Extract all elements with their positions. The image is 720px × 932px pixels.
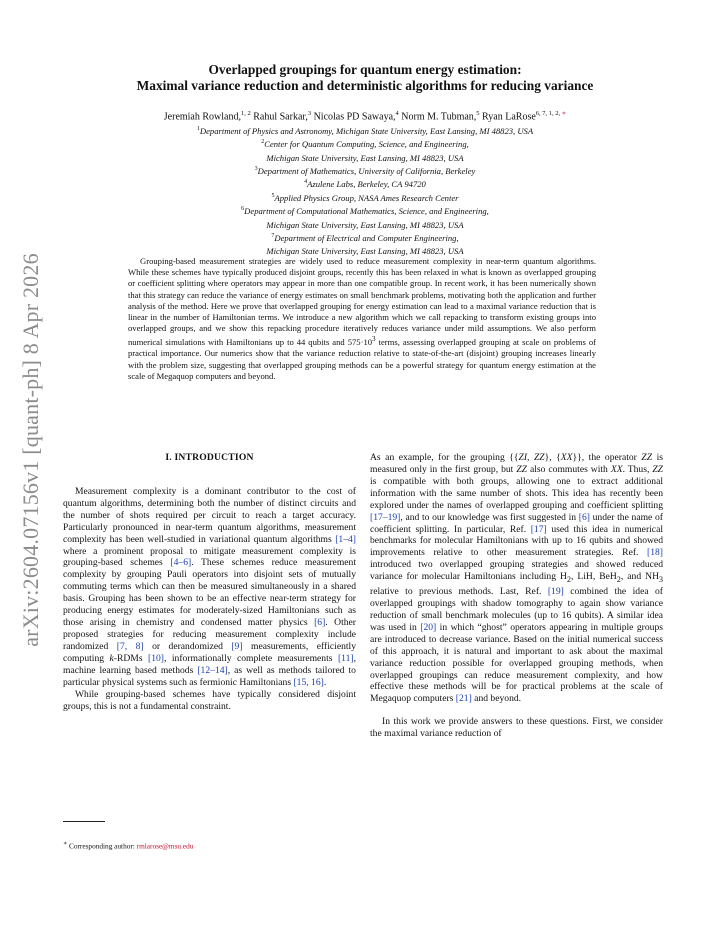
title-line-1: Overlapped groupings for quantum energy estimation: — [208, 62, 522, 77]
body-text: , machine learning based methods — [63, 652, 356, 676]
body-text: , informationally complete measurements — [164, 652, 338, 664]
chemical-subscript: 3 — [659, 575, 663, 585]
author-name: Ryan LaRose — [479, 111, 536, 123]
affiliation-text: Center for Quantum Computing, Science, and Engineering, — [264, 139, 469, 150]
author-name: Nicolas PD Sawaya, — [311, 111, 396, 123]
math-symbol: k — [109, 652, 114, 664]
body-text: . Thus, — [622, 463, 653, 475]
author-affiliation-marks: 6, 7, 1, 2, — [535, 110, 562, 117]
citation-link[interactable]: [7, 8] — [116, 640, 144, 652]
affiliation-text: Michigan State University, East Lansing, MI 48823, USA — [266, 152, 464, 163]
body-text: used this idea in numerical benchmarks for molecular Hamiltonians with up to 16 qubits and showed improvements relative to other measurement strategies. Ref. — [370, 523, 663, 559]
affiliation-line — [60, 218, 670, 231]
affiliation-number: 1 — [196, 126, 200, 132]
citation-link[interactable]: [11] — [337, 652, 354, 664]
paper-title — [60, 62, 670, 94]
abstract — [128, 256, 596, 382]
body-text: also commutes with — [526, 463, 611, 475]
math-symbol: XX — [610, 463, 623, 475]
body-text: As an example, for the grouping {{ — [370, 452, 519, 463]
body-text: . Other proposed strategies for reducing measurement complexity include randomized — [63, 617, 356, 652]
body-text: where a prominent proposal to mitigate measurement complexity is grouping-based schemes — [63, 545, 356, 569]
affiliation-number: 2 — [261, 139, 265, 146]
affiliation-line — [60, 191, 670, 204]
math-symbol: ZZ — [652, 463, 663, 475]
body-text: measurements, efficiently computing — [63, 640, 357, 664]
right-column — [370, 452, 663, 740]
citation-link[interactable]: [12–14] — [197, 664, 228, 676]
affiliation-line — [60, 177, 670, 190]
author-list — [60, 107, 670, 123]
citation-link[interactable]: [1–4] — [335, 533, 356, 545]
affiliation-text: Azulene Labs, Berkeley, CA 94720 — [307, 179, 426, 190]
affiliation-number: 6 — [241, 206, 245, 213]
author-name: Jeremiah Rowland, — [163, 111, 241, 123]
citation-link[interactable]: [4–6] — [170, 557, 192, 569]
footnote-mark: ∗ — [63, 841, 68, 847]
citation-link[interactable]: [18] — [647, 547, 663, 559]
author-affiliation-marks: 1, 2 — [240, 110, 251, 117]
body-text: -RDMs — [113, 652, 149, 664]
citation-link[interactable]: [21] — [455, 693, 472, 705]
body-text: Measurement complexity is a dominant contributor to the cost of quantum algorithms, determining both the number of distinct circuits and the number of shots required per circuit to reach a target accuracy. Particularly pronounced in near-term quantum algorithms, measurement complexity has been well-studied in variational quantum algorithms — [63, 485, 356, 545]
math-symbol: XX — [560, 452, 573, 463]
affiliation-text: Applied Physics Group, NASA Ames Research Center — [274, 192, 459, 203]
body-text: , and NH — [620, 571, 659, 583]
affiliation-text: Department of Physics and Astronomy, Michigan State University, East Lansing, MI 48823, USA — [199, 125, 534, 136]
citation-link[interactable]: [6] — [578, 511, 590, 523]
section-heading-introduction: I. INTRODUCTION — [165, 452, 254, 463]
affiliation-line — [60, 151, 670, 164]
affiliation-text: Michigan State University, East Lansing, MI 48823, USA — [266, 219, 464, 230]
citation-link[interactable]: [17] — [530, 523, 547, 535]
author-affiliation-marks: 3 — [307, 110, 312, 117]
citation-link[interactable]: [9] — [231, 640, 243, 652]
citation-link[interactable]: [10] — [148, 652, 164, 664]
footnote-separator — [63, 821, 105, 822]
left-column — [63, 452, 356, 712]
footnote — [63, 840, 353, 850]
body-text: is compatible with both groups, allowing one to extract additional information with the same number of shots. This idea has recently been explored under the names of overlapped grouping and coefficient splitting — [370, 475, 663, 511]
chemical-subscript: 2 — [616, 575, 621, 585]
body-text: . These schemes reduce measurement complexity by grouping Pauli operators into disjoint sets of mutually commuting terms which can then be measured simultaneously in a shared basis. Grouping has been shown to be an effective near-term strategy for producing energy estimates for moderately-sized Hamiltonians such as those arising in chemistry and condensed matter physics — [63, 557, 357, 629]
affiliations — [60, 124, 670, 258]
arxiv-id-text: arXiv:2604.07156v1 [quant-ph] 8 Apr 2026 — [18, 253, 43, 647]
affiliation-number: 4 — [304, 179, 308, 186]
author-affiliation-marks: 4 — [395, 110, 399, 117]
citation-link[interactable]: [17–19] — [370, 511, 401, 523]
math-symbol: ZZ — [516, 463, 527, 475]
arxiv-identifier-stamp — [8, 250, 54, 650]
abstract-exponent: 3 — [372, 335, 376, 344]
corresponding-email-link[interactable]: rmlarose@msu.edu — [136, 841, 194, 851]
affiliation-number: 7 — [271, 232, 275, 239]
body-text: , and to our knowledge was first suggested in — [400, 511, 579, 523]
citation-link[interactable]: [20] — [420, 621, 437, 633]
footnote-label: Corresponding author: — [67, 841, 137, 851]
chemical-subscript: 2 — [566, 575, 571, 585]
affiliation-line — [60, 124, 670, 137]
author-name: Rahul Sarkar, — [250, 111, 308, 123]
math-symbol: ZI, ZZ — [518, 452, 545, 463]
citation-link[interactable]: [6] — [314, 617, 326, 629]
math-symbol: ZZ — [641, 452, 653, 463]
affiliation-text: Department of Mathematics, University of California, Berkeley — [257, 165, 476, 176]
affiliation-line — [60, 164, 670, 177]
title-line-2: Maximal variance reduction and deterministic algorithms for reducing variance — [136, 78, 594, 93]
affiliation-line — [60, 137, 670, 150]
abstract-text: terms, assessing overlapped grouping at scale on problems of practical importance. Our numerics show that the variance reduction relative to state-of-the-art (disjoint) grouping increases linearly with the problem size, suggesting that overlapped grouping methods can be a powerful strategy for quantum energy estimation at the scale of Megaquop computers and beyond. — [128, 337, 597, 381]
intro-paragraph-1 — [63, 486, 356, 689]
author-name: Norm M. Tubman, — [398, 111, 477, 123]
body-text: introduced two overlapped grouping strategies and showed reduced variance for molecular Hamiltonians including H — [370, 559, 663, 583]
body-text: in which “ghost” operators appearing in multiple groups are introduced to decrease variance. Based on the initial numerical success of this approach, it is natural and important to ask about the maximal variance reduction possible for overlapped grouping methods, when overlapped groupings can reduce measurement complexity, and how effective these methods will be for practical problems at the scale of Megaquop computers — [370, 621, 663, 705]
intro-paragraph-4: In this work we provide answers to these questions. First, we consider the maximal variance reduction of — [370, 716, 663, 740]
body-text: combined the idea of overlapped groupings with shadow tomography to again show variance reduction of small benchmark molecules (up to 16 qubits). A similar idea was used in — [370, 586, 663, 633]
citation-link[interactable]: [15, 16] — [293, 676, 324, 688]
affiliation-line — [60, 231, 670, 244]
affiliation-text: Department of Computational Mathematics, Science, and Engineering, — [244, 206, 489, 217]
body-text: , LiH, BeH — [570, 571, 617, 583]
body-text: }, { — [544, 452, 561, 463]
intro-paragraph-3 — [370, 452, 663, 705]
affiliation-line — [60, 204, 670, 217]
affiliation-text: Michigan State University, East Lansing, MI 48823, USA — [266, 246, 464, 257]
citation-link[interactable]: [19] — [547, 586, 564, 598]
body-text: . — [323, 676, 327, 688]
body-text: }}, the operator — [572, 452, 642, 463]
body-text: is measured only in the first group, but — [370, 452, 663, 475]
intro-paragraph-2: While grouping-based schemes have typically considered disjoint groups, this is not a fundamental constraint. — [63, 688, 356, 712]
body-text: , as well as methods tailored to particular physical systems such as fermionic Hamiltonians — [63, 664, 356, 688]
body-text: and beyond. — [471, 693, 522, 705]
affiliation-number: 5 — [271, 192, 275, 199]
body-text: under the name of coefficient splitting. In particular, Ref. — [370, 511, 663, 535]
body-text: or derandomized — [143, 640, 232, 652]
author-affiliation-marks: 5 — [476, 110, 480, 117]
body-text: relative to previous methods. Last, Ref. — [370, 586, 548, 598]
affiliation-text: Department of Electrical and Computer Engineering, — [274, 232, 459, 243]
corresponding-author-mark: ∗ — [561, 110, 567, 117]
affiliation-number: 3 — [254, 166, 258, 173]
abstract-text: Grouping-based measurement strategies are widely used to reduce measurement complexity in near-term quantum algorithms. While these schemes have typically produced disjoint groups, recently this has been relaxed in what is known as overlapped grouping or coefficient splitting where operators may appear in more than one compatible group. In recent work, it has been numerically shown that this strategy can reduce the variance of energy estimates on small benchmark problems, motivating both the application and further analysis of the method. Here we prove that overlapped grouping for energy estimation can lead to a maximal variance reduction that is linear in the number of Hamiltonian terms. We introduce a new algorithm which we call repacking to transform existing groups into overlapped groups, and we show this repacking procedure iteratively reduces variance under mild assumptions. We also perform numerical simulations with Hamiltonians up to 44 qubits and 575·10 — [128, 256, 596, 348]
